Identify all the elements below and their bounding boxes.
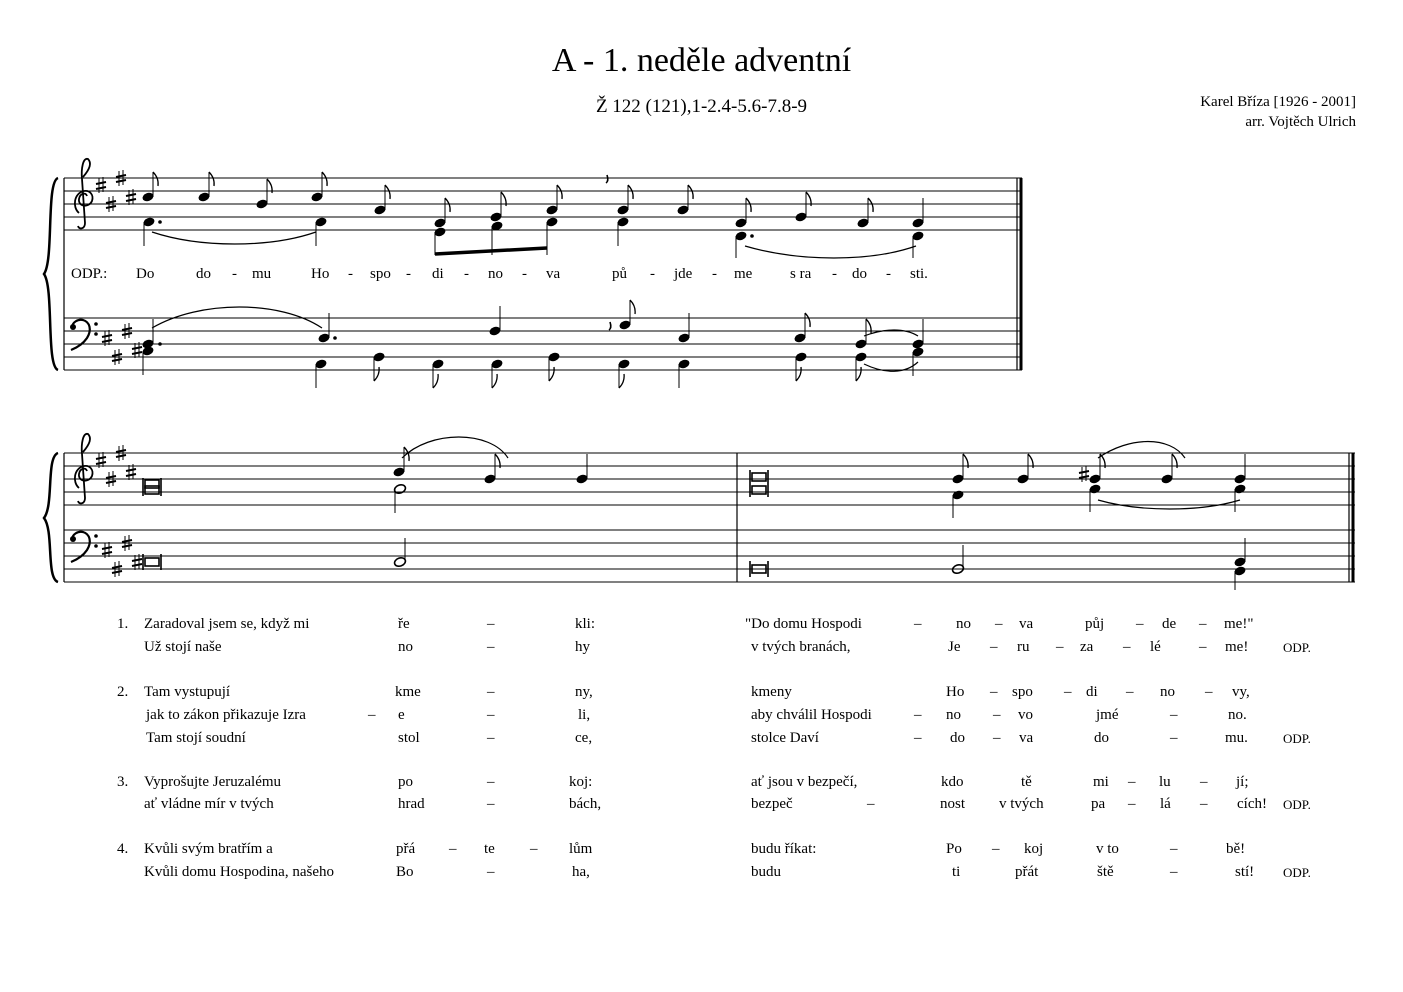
syllable: me! (1225, 639, 1249, 655)
syllable: tě (1021, 774, 1032, 790)
syllable: – (1136, 616, 1144, 632)
syllable: mi (1093, 774, 1109, 790)
syllable: půj (1085, 616, 1105, 632)
verse-number: 2. (117, 684, 129, 700)
syllable: cích! (1237, 796, 1267, 812)
syllable: vy, (1232, 684, 1250, 700)
svg-text:do: do (196, 266, 211, 282)
syllable: – (1170, 841, 1178, 857)
syllable: te (484, 841, 495, 857)
syllable: vo (1018, 707, 1033, 723)
verse-text: "Do domu Hospodi (745, 616, 862, 632)
svg-text:me: me (734, 266, 753, 282)
svg-text:di: di (432, 266, 444, 282)
syllable: – (1056, 639, 1064, 655)
svg-text:-: - (406, 266, 411, 282)
syllable: – (487, 730, 495, 746)
svg-text:va: va (546, 266, 561, 282)
svg-text:-: - (464, 266, 469, 282)
verse-text: Kvůli svým bratřím a (144, 841, 273, 857)
syllable: kdo (941, 774, 964, 790)
svg-text:-: - (522, 266, 527, 282)
syllable: bě! (1226, 841, 1246, 857)
syllable: – (1064, 684, 1072, 700)
syllable: lé (1150, 639, 1161, 655)
verse-text: jak to zákon přikazuje Izra (146, 707, 306, 723)
syllable: – (1128, 774, 1136, 790)
svg-text:Ho: Ho (311, 266, 330, 282)
syllable: – (487, 774, 495, 790)
syllable: e (398, 707, 405, 723)
syllable: – (1126, 684, 1134, 700)
syllable: kme (395, 684, 421, 700)
syllable: kli: (575, 616, 596, 632)
syllable: no (956, 616, 971, 632)
arranger-name: arr. Vojtěch Ulrich (1245, 114, 1356, 130)
syllable: bách, (569, 796, 602, 812)
syllable: – (530, 841, 538, 857)
syllable: – (1200, 774, 1208, 790)
syllable: – (1199, 616, 1207, 632)
verse-text: Tam stojí soudní (146, 730, 246, 746)
syllable: ře (398, 616, 410, 632)
syllable: hrad (398, 796, 425, 812)
svg-text:Do: Do (136, 266, 155, 282)
syllable: po (398, 774, 413, 790)
syllable: – (449, 841, 457, 857)
syllable: stí! (1235, 864, 1255, 880)
verse-text: Kvůli domu Hospodina, našeho (144, 864, 334, 880)
response-marker: ODP. (1283, 865, 1311, 880)
syllable: Po (946, 841, 962, 857)
svg-text:-: - (712, 266, 717, 282)
syllable: jmé (1096, 707, 1119, 723)
syllable: ru (1017, 639, 1030, 655)
syllable: – (487, 616, 495, 632)
syllable: no (946, 707, 961, 723)
syllable: jí; (1236, 774, 1249, 790)
svg-text:-: - (232, 266, 237, 282)
syllable: – (487, 639, 495, 655)
psalm-reference: Ž 122 (121),1-2.4-5.6-7.8-9 (595, 96, 808, 117)
syllable: do (950, 730, 965, 746)
syllable: – (368, 707, 376, 723)
syllable: li, (578, 707, 591, 723)
syllable: – (992, 841, 1000, 857)
verse-text: Už stojí naše (144, 639, 222, 655)
syllable: Bo (396, 864, 414, 880)
syllable: – (487, 796, 495, 812)
syllable: – (914, 730, 922, 746)
syllable: – (914, 616, 922, 632)
syllable: lům (569, 841, 593, 857)
syllable: mu. (1225, 730, 1248, 746)
syllable: lu (1159, 774, 1171, 790)
svg-text:s ra: s ra (790, 266, 812, 282)
verse-number: 1. (117, 616, 129, 632)
syllable: – (990, 639, 998, 655)
verse-number: 3. (117, 774, 129, 790)
svg-text:no: no (488, 266, 503, 282)
svg-text:-: - (650, 266, 655, 282)
syllable: – (993, 730, 1001, 746)
syllable: lá (1160, 796, 1171, 812)
verse-text: aby chválil Hospodi (751, 707, 872, 723)
syllable: za (1080, 639, 1094, 655)
syllable: ha, (572, 864, 590, 880)
syllable: va (1019, 730, 1034, 746)
syllable: – (1128, 796, 1136, 812)
syllable: Ho (946, 684, 965, 700)
svg-text:sti.: sti. (910, 266, 928, 282)
svg-text:-: - (832, 266, 837, 282)
syllable: Je (948, 639, 961, 655)
response-marker: ODP. (1283, 797, 1311, 812)
syllable: – (487, 707, 495, 723)
syllable: koj: (569, 774, 593, 790)
svg-text:jde: jde (674, 266, 693, 282)
verse-text: Tam vystupují (144, 684, 231, 700)
syllable: no (398, 639, 413, 655)
verse-number: 4. (117, 841, 129, 857)
verse-text: ať vládne mír v tvých (144, 796, 274, 812)
response-label: ODP.: (71, 266, 108, 282)
verse-text: stolce Daví (751, 730, 819, 746)
svg-text:mu: mu (252, 266, 272, 282)
syllable: ny, (575, 684, 593, 700)
syllable: stol (398, 730, 420, 746)
composer-name: Karel Bříza [1926 - 2001] (1200, 94, 1356, 110)
syllable: no. (1228, 707, 1247, 723)
syllable: – (1170, 707, 1178, 723)
verse-text: v tvých branách, (751, 639, 851, 655)
svg-text:do: do (852, 266, 867, 282)
syllable: hy (575, 639, 590, 655)
syllable: – (1123, 639, 1131, 655)
verse-text: kmeny (751, 684, 792, 700)
response-marker: ODP. (1283, 640, 1311, 655)
syllable: de (1162, 616, 1177, 632)
svg-text:spo: spo (370, 266, 391, 282)
response-marker: ODP. (1283, 731, 1311, 746)
syllable: – (487, 864, 495, 880)
syllable: – (993, 707, 1001, 723)
syllable: spo (1012, 684, 1033, 700)
page-title: A - 1. neděle adventní (551, 42, 852, 79)
syllable: přá (396, 841, 416, 857)
syllable: no (1160, 684, 1175, 700)
syllable: ce, (575, 730, 593, 746)
verse-text: budu (751, 864, 781, 880)
syllable: přát (1015, 864, 1039, 880)
syllable: – (914, 707, 922, 723)
syllable: ště (1097, 864, 1114, 880)
syllable: pa (1091, 796, 1106, 812)
syllable: me!" (1224, 616, 1254, 632)
syllable: – (1170, 730, 1178, 746)
syllable: – (1199, 639, 1207, 655)
syllable: – (1170, 864, 1178, 880)
syllable: – (1205, 684, 1213, 700)
syllable: – (867, 796, 875, 812)
svg-text:-: - (348, 266, 353, 282)
verse-text: bezpeč (751, 796, 793, 812)
syllable: do (1094, 730, 1109, 746)
verse-text: ať jsou v bezpečí, (751, 774, 858, 790)
verse-text: Zaradoval jsem se, když mi (144, 616, 310, 632)
syllable: – (990, 684, 998, 700)
syllable: nost (940, 796, 966, 812)
syllable: v tvých (999, 796, 1044, 812)
syllable: koj (1024, 841, 1044, 857)
svg-text:-: - (886, 266, 891, 282)
syllable: – (487, 684, 495, 700)
syllable: va (1019, 616, 1034, 632)
syllable: – (995, 616, 1003, 632)
verse-text: budu říkat: (751, 841, 817, 857)
syllable: di (1086, 684, 1098, 700)
syllable: – (1200, 796, 1208, 812)
verse-text: Vyprošujte Jeruzalému (144, 774, 282, 790)
svg-text:pů: pů (612, 266, 627, 282)
syllable: ti (952, 864, 961, 880)
syllable: v to (1096, 841, 1119, 857)
